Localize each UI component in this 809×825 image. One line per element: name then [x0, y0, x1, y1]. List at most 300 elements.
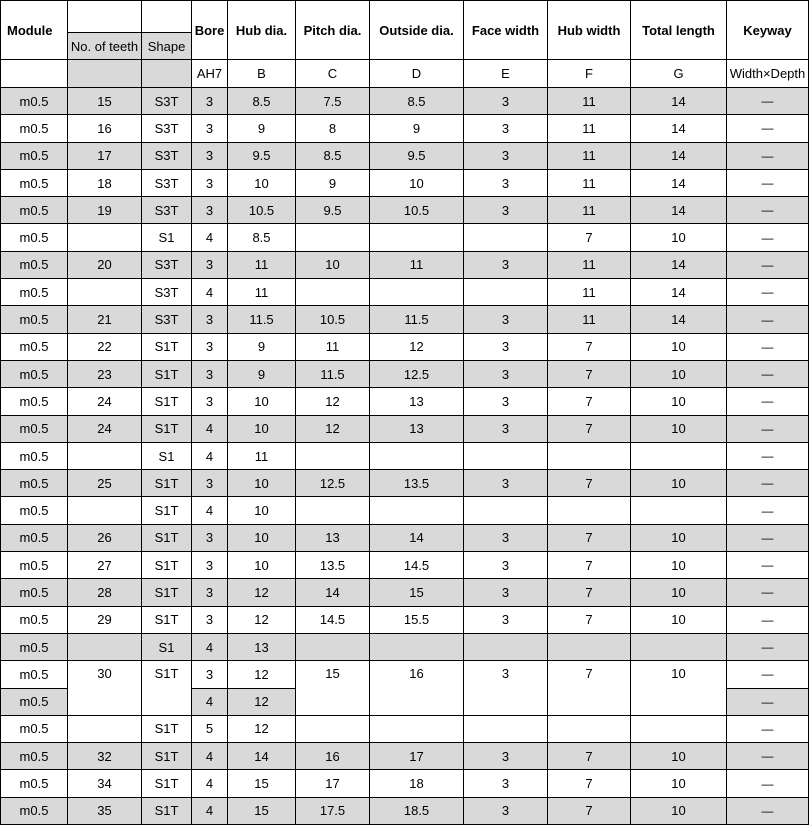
- cell-keyway: —: [727, 360, 809, 387]
- cell-total-length: [631, 633, 727, 660]
- cell-teeth: [68, 715, 142, 742]
- cell-total-length: 14: [631, 88, 727, 115]
- cell-pitch-dia: [296, 279, 370, 306]
- cell-outside-dia: 12.5: [370, 360, 464, 387]
- cell-bore: 3: [192, 579, 228, 606]
- cell-module: m0.5: [1, 115, 68, 142]
- cell-teeth: 25: [68, 470, 142, 497]
- cell-module: m0.5: [1, 770, 68, 797]
- header-module: Module: [1, 1, 68, 60]
- cell-pitch-dia: 10: [296, 251, 370, 278]
- cell-hub-width: 7: [548, 333, 631, 360]
- cell-face-width: 3: [464, 606, 548, 633]
- cell-outside-dia: 15: [370, 579, 464, 606]
- cell-face-width: 3: [464, 142, 548, 169]
- cell-outside-dia: 10.5: [370, 197, 464, 224]
- cell-keyway: —: [727, 770, 809, 797]
- cell-teeth: 17: [68, 142, 142, 169]
- cell-teeth: [68, 279, 142, 306]
- cell-bore: 3: [192, 661, 228, 688]
- cell-hub-dia: 10: [228, 470, 296, 497]
- cell-module: m0.5: [1, 552, 68, 579]
- cell-total-length: 10: [631, 360, 727, 387]
- cell-bore: 5: [192, 715, 228, 742]
- cell-total-length: 10: [631, 333, 727, 360]
- cell-teeth: 29: [68, 606, 142, 633]
- cell-hub-width: 11: [548, 279, 631, 306]
- table-body: [1, 88, 809, 825]
- cell-module: m0.5: [1, 333, 68, 360]
- cell-hub-dia: 8.5: [228, 224, 296, 251]
- cell-total-length: 10: [631, 224, 727, 251]
- cell-total-length: 10: [631, 552, 727, 579]
- cell-teeth: 20: [68, 251, 142, 278]
- cell-total-length: 10: [631, 661, 727, 716]
- cell-teeth: 16: [68, 115, 142, 142]
- cell-outside-dia: 14.5: [370, 552, 464, 579]
- cell-pitch-dia: 7.5: [296, 88, 370, 115]
- cell-hub-dia: 11: [228, 442, 296, 469]
- cell-hub-dia: 10: [228, 388, 296, 415]
- cell-hub-width: 11: [548, 115, 631, 142]
- cell-outside-dia: 10: [370, 169, 464, 196]
- header-teeth-blank: [68, 1, 142, 33]
- cell-hub-width: 7: [548, 470, 631, 497]
- cell-module: m0.5: [1, 743, 68, 770]
- cell-keyway: —: [727, 743, 809, 770]
- cell-pitch-dia: 12.5: [296, 470, 370, 497]
- cell-hub-dia: 10: [228, 497, 296, 524]
- cell-shape: S1T: [142, 552, 192, 579]
- cell-shape: S1T: [142, 797, 192, 824]
- cell-teeth: 19: [68, 197, 142, 224]
- cell-hub-dia: 12: [228, 715, 296, 742]
- cell-total-length: 10: [631, 606, 727, 633]
- cell-face-width: 3: [464, 197, 548, 224]
- cell-total-length: 10: [631, 770, 727, 797]
- cell-shape: S3T: [142, 251, 192, 278]
- cell-face-width: [464, 497, 548, 524]
- subheader-teeth-blank: [68, 60, 142, 88]
- subheader-face-width: E: [464, 60, 548, 88]
- cell-total-length: 10: [631, 524, 727, 551]
- cell-keyway: —: [727, 524, 809, 551]
- cell-shape: S3T: [142, 169, 192, 196]
- cell-teeth: 35: [68, 797, 142, 824]
- cell-bore: 4: [192, 770, 228, 797]
- cell-keyway: —: [727, 661, 809, 688]
- cell-pitch-dia: 13: [296, 524, 370, 551]
- cell-face-width: 3: [464, 524, 548, 551]
- cell-hub-dia: 12: [228, 579, 296, 606]
- cell-pitch-dia: [296, 633, 370, 660]
- cell-total-length: 14: [631, 115, 727, 142]
- cell-keyway: —: [727, 497, 809, 524]
- cell-pitch-dia: 9.5: [296, 197, 370, 224]
- cell-hub-width: 7: [548, 579, 631, 606]
- cell-pitch-dia: 12: [296, 388, 370, 415]
- cell-hub-width: [548, 715, 631, 742]
- cell-shape: S3T: [142, 279, 192, 306]
- cell-hub-dia: 12: [228, 688, 296, 715]
- cell-shape: S3T: [142, 306, 192, 333]
- cell-module: m0.5: [1, 688, 68, 715]
- cell-bore: 4: [192, 442, 228, 469]
- cell-bore: 4: [192, 279, 228, 306]
- table-header: [1, 1, 809, 88]
- subheader-keyway: Width×Depth: [727, 60, 809, 88]
- cell-hub-width: 11: [548, 251, 631, 278]
- cell-pitch-dia: [296, 224, 370, 251]
- cell-hub-width: 11: [548, 169, 631, 196]
- cell-shape: S3T: [142, 115, 192, 142]
- cell-total-length: 14: [631, 169, 727, 196]
- cell-module: m0.5: [1, 197, 68, 224]
- cell-total-length: 14: [631, 279, 727, 306]
- cell-total-length: [631, 497, 727, 524]
- cell-outside-dia: 8.5: [370, 88, 464, 115]
- cell-keyway: —: [727, 606, 809, 633]
- cell-hub-dia: 14: [228, 743, 296, 770]
- cell-keyway: —: [727, 169, 809, 196]
- cell-face-width: 3: [464, 552, 548, 579]
- cell-bore: 4: [192, 633, 228, 660]
- cell-module: m0.5: [1, 606, 68, 633]
- cell-outside-dia: [370, 442, 464, 469]
- cell-bore: 3: [192, 552, 228, 579]
- cell-teeth: 15: [68, 88, 142, 115]
- cell-outside-dia: 18: [370, 770, 464, 797]
- cell-pitch-dia: 14: [296, 579, 370, 606]
- cell-hub-dia: 9: [228, 115, 296, 142]
- cell-teeth: 30: [68, 661, 142, 716]
- cell-hub-width: 7: [548, 552, 631, 579]
- cell-outside-dia: 16: [370, 661, 464, 716]
- cell-hub-dia: 11.5: [228, 306, 296, 333]
- cell-shape: S3T: [142, 142, 192, 169]
- cell-outside-dia: [370, 224, 464, 251]
- cell-pitch-dia: 8: [296, 115, 370, 142]
- cell-shape: S1T: [142, 333, 192, 360]
- cell-hub-dia: 9.5: [228, 142, 296, 169]
- cell-pitch-dia: [296, 497, 370, 524]
- cell-bore: 3: [192, 197, 228, 224]
- cell-shape: S1T: [142, 497, 192, 524]
- cell-hub-width: [548, 442, 631, 469]
- cell-hub-dia: 15: [228, 797, 296, 824]
- header-shape-blank: [142, 1, 192, 33]
- cell-hub-dia: 12: [228, 606, 296, 633]
- cell-keyway: —: [727, 88, 809, 115]
- cell-module: m0.5: [1, 279, 68, 306]
- cell-teeth: 23: [68, 360, 142, 387]
- cell-keyway: —: [727, 142, 809, 169]
- cell-bore: 3: [192, 470, 228, 497]
- cell-bore: 4: [192, 224, 228, 251]
- cell-total-length: 10: [631, 388, 727, 415]
- cell-pitch-dia: [296, 715, 370, 742]
- cell-keyway: —: [727, 306, 809, 333]
- cell-bore: 3: [192, 251, 228, 278]
- cell-keyway: —: [727, 470, 809, 497]
- cell-keyway: —: [727, 552, 809, 579]
- cell-module: m0.5: [1, 661, 68, 688]
- cell-shape: S1: [142, 633, 192, 660]
- cell-teeth: 34: [68, 770, 142, 797]
- cell-keyway: —: [727, 333, 809, 360]
- cell-total-length: 10: [631, 470, 727, 497]
- cell-face-width: 3: [464, 169, 548, 196]
- cell-module: m0.5: [1, 224, 68, 251]
- cell-face-width: 3: [464, 579, 548, 606]
- cell-outside-dia: [370, 497, 464, 524]
- cell-bore: 3: [192, 333, 228, 360]
- cell-face-width: [464, 224, 548, 251]
- subheader-module-blank: [1, 60, 68, 88]
- cell-total-length: 14: [631, 142, 727, 169]
- cell-hub-dia: 12: [228, 661, 296, 688]
- cell-shape: S1T: [142, 524, 192, 551]
- cell-module: m0.5: [1, 306, 68, 333]
- cell-face-width: 3: [464, 360, 548, 387]
- cell-hub-dia: 8.5: [228, 88, 296, 115]
- cell-shape: S1T: [142, 606, 192, 633]
- cell-total-length: 14: [631, 197, 727, 224]
- cell-teeth: 26: [68, 524, 142, 551]
- cell-teeth: [68, 633, 142, 660]
- subheader-bore: AH7: [192, 60, 228, 88]
- cell-keyway: —: [727, 633, 809, 660]
- cell-keyway: —: [727, 688, 809, 715]
- cell-pitch-dia: 15: [296, 661, 370, 716]
- cell-face-width: [464, 279, 548, 306]
- cell-keyway: —: [727, 797, 809, 824]
- cell-teeth: 27: [68, 552, 142, 579]
- cell-module: m0.5: [1, 388, 68, 415]
- cell-face-width: [464, 715, 548, 742]
- cell-pitch-dia: 16: [296, 743, 370, 770]
- cell-hub-width: 7: [548, 388, 631, 415]
- header-bore: Bore: [192, 1, 228, 60]
- cell-hub-dia: 9: [228, 360, 296, 387]
- cell-outside-dia: 18.5: [370, 797, 464, 824]
- subheader-hub-width: F: [548, 60, 631, 88]
- cell-teeth: 22: [68, 333, 142, 360]
- cell-bore: 3: [192, 388, 228, 415]
- cell-hub-width: 7: [548, 606, 631, 633]
- cell-module: m0.5: [1, 524, 68, 551]
- cell-shape: S1T: [142, 360, 192, 387]
- cell-teeth: [68, 224, 142, 251]
- cell-face-width: [464, 633, 548, 660]
- cell-hub-dia: 10: [228, 552, 296, 579]
- cell-hub-width: 7: [548, 524, 631, 551]
- cell-pitch-dia: 8.5: [296, 142, 370, 169]
- cell-keyway: —: [727, 579, 809, 606]
- cell-bore: 3: [192, 524, 228, 551]
- subheader-outside-dia: D: [370, 60, 464, 88]
- cell-shape: S3T: [142, 197, 192, 224]
- header-shape: Shape: [142, 33, 192, 60]
- header-face-width: Face width: [464, 1, 548, 60]
- cell-keyway: —: [727, 251, 809, 278]
- cell-hub-dia: 10: [228, 524, 296, 551]
- cell-module: m0.5: [1, 442, 68, 469]
- cell-total-length: 14: [631, 306, 727, 333]
- cell-module: m0.5: [1, 633, 68, 660]
- cell-face-width: 3: [464, 661, 548, 716]
- cell-face-width: 3: [464, 470, 548, 497]
- cell-outside-dia: 9.5: [370, 142, 464, 169]
- cell-hub-width: 7: [548, 770, 631, 797]
- cell-shape: S1: [142, 224, 192, 251]
- cell-bore: 4: [192, 797, 228, 824]
- cell-hub-width: 7: [548, 797, 631, 824]
- cell-shape: S1T: [142, 415, 192, 442]
- cell-teeth: 24: [68, 415, 142, 442]
- cell-total-length: 10: [631, 579, 727, 606]
- cell-bore: 3: [192, 115, 228, 142]
- cell-module: m0.5: [1, 88, 68, 115]
- cell-module: m0.5: [1, 142, 68, 169]
- cell-outside-dia: [370, 715, 464, 742]
- cell-pitch-dia: [296, 442, 370, 469]
- cell-face-width: 3: [464, 88, 548, 115]
- cell-bore: 3: [192, 606, 228, 633]
- cell-shape: S1T: [142, 715, 192, 742]
- subheader-total-length: G: [631, 60, 727, 88]
- cell-outside-dia: 13: [370, 388, 464, 415]
- cell-hub-width: 7: [548, 360, 631, 387]
- cell-total-length: [631, 715, 727, 742]
- subheader-hub-dia: B: [228, 60, 296, 88]
- cell-keyway: —: [727, 388, 809, 415]
- cell-hub-dia: 9: [228, 333, 296, 360]
- cell-hub-dia: 10: [228, 415, 296, 442]
- header-total-length: Total length: [631, 1, 727, 60]
- cell-total-length: 10: [631, 743, 727, 770]
- cell-module: m0.5: [1, 360, 68, 387]
- cell-shape: S1T: [142, 743, 192, 770]
- cell-outside-dia: 11.5: [370, 306, 464, 333]
- subheader-shape-blank: [142, 60, 192, 88]
- cell-pitch-dia: 12: [296, 415, 370, 442]
- cell-teeth: 32: [68, 743, 142, 770]
- cell-module: m0.5: [1, 470, 68, 497]
- cell-module: m0.5: [1, 169, 68, 196]
- cell-shape: S1T: [142, 661, 192, 716]
- header-teeth: No. of teeth: [68, 33, 142, 60]
- header-hub-dia: Hub dia.: [228, 1, 296, 60]
- cell-face-width: 3: [464, 743, 548, 770]
- cell-keyway: —: [727, 115, 809, 142]
- cell-teeth: [68, 442, 142, 469]
- cell-module: m0.5: [1, 715, 68, 742]
- cell-module: m0.5: [1, 579, 68, 606]
- cell-pitch-dia: 11.5: [296, 360, 370, 387]
- cell-outside-dia: [370, 279, 464, 306]
- cell-pitch-dia: 17.5: [296, 797, 370, 824]
- cell-hub-width: 7: [548, 224, 631, 251]
- cell-shape: S1T: [142, 388, 192, 415]
- cell-outside-dia: 11: [370, 251, 464, 278]
- cell-hub-dia: 10: [228, 169, 296, 196]
- cell-outside-dia: [370, 633, 464, 660]
- cell-outside-dia: 13: [370, 415, 464, 442]
- cell-face-width: 3: [464, 415, 548, 442]
- cell-outside-dia: 17: [370, 743, 464, 770]
- cell-teeth: 28: [68, 579, 142, 606]
- cell-hub-width: 7: [548, 415, 631, 442]
- cell-total-length: [631, 442, 727, 469]
- cell-shape: S1T: [142, 470, 192, 497]
- cell-pitch-dia: 14.5: [296, 606, 370, 633]
- cell-keyway: —: [727, 197, 809, 224]
- cell-outside-dia: 12: [370, 333, 464, 360]
- cell-face-width: 3: [464, 333, 548, 360]
- cell-bore: 3: [192, 360, 228, 387]
- cell-face-width: 3: [464, 115, 548, 142]
- cell-hub-width: 11: [548, 197, 631, 224]
- cell-hub-dia: 15: [228, 770, 296, 797]
- cell-bore: 3: [192, 169, 228, 196]
- cell-shape: S3T: [142, 88, 192, 115]
- cell-teeth: [68, 497, 142, 524]
- header-outside-dia: Outside dia.: [370, 1, 464, 60]
- cell-face-width: 3: [464, 306, 548, 333]
- cell-module: m0.5: [1, 251, 68, 278]
- cell-hub-width: [548, 497, 631, 524]
- cell-hub-dia: 11: [228, 251, 296, 278]
- cell-total-length: 10: [631, 415, 727, 442]
- header-hub-width: Hub width: [548, 1, 631, 60]
- cell-bore: 3: [192, 306, 228, 333]
- cell-face-width: 3: [464, 251, 548, 278]
- cell-bore: 3: [192, 142, 228, 169]
- cell-outside-dia: 15.5: [370, 606, 464, 633]
- cell-teeth: 18: [68, 169, 142, 196]
- cell-hub-width: 11: [548, 306, 631, 333]
- cell-hub-width: 11: [548, 142, 631, 169]
- cell-shape: S1T: [142, 770, 192, 797]
- cell-bore: 4: [192, 497, 228, 524]
- cell-teeth: 21: [68, 306, 142, 333]
- cell-face-width: [464, 442, 548, 469]
- cell-module: m0.5: [1, 415, 68, 442]
- cell-bore: 4: [192, 415, 228, 442]
- cell-keyway: —: [727, 224, 809, 251]
- cell-outside-dia: 9: [370, 115, 464, 142]
- cell-module: m0.5: [1, 797, 68, 824]
- cell-hub-dia: 13: [228, 633, 296, 660]
- cell-face-width: 3: [464, 388, 548, 415]
- cell-module: m0.5: [1, 497, 68, 524]
- cell-shape: S1: [142, 442, 192, 469]
- cell-pitch-dia: 10.5: [296, 306, 370, 333]
- cell-hub-width: 7: [548, 661, 631, 716]
- cell-shape: S1T: [142, 579, 192, 606]
- cell-keyway: —: [727, 715, 809, 742]
- subheader-pitch-dia: C: [296, 60, 370, 88]
- cell-keyway: —: [727, 442, 809, 469]
- cell-hub-width: 11: [548, 88, 631, 115]
- cell-hub-dia: 11: [228, 279, 296, 306]
- cell-outside-dia: 14: [370, 524, 464, 551]
- cell-pitch-dia: 13.5: [296, 552, 370, 579]
- cell-keyway: —: [727, 415, 809, 442]
- cell-total-length: 10: [631, 797, 727, 824]
- header-pitch-dia: Pitch dia.: [296, 1, 370, 60]
